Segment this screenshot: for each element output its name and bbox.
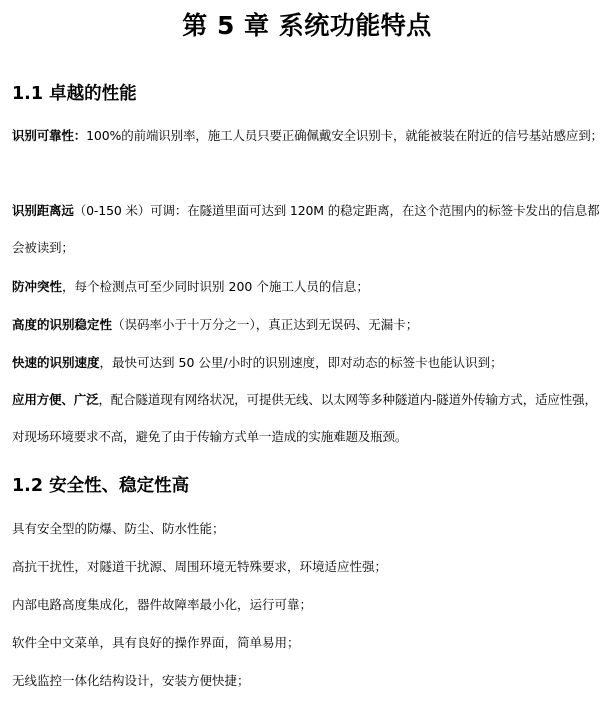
- text-recognition-stability: （误码率小于十万分之一），真正达到无误码、无漏卡；: [112, 317, 419, 332]
- section-heading-1-1: 1.1 卓越的性能: [12, 84, 137, 104]
- section-heading-1-2: 1.2 安全性、稳定性高: [12, 476, 190, 496]
- paragraph-recognition-speed: [12, 344, 608, 381]
- text-recognition-speed: ，最快可达到 50 公里/小时的识别速度，即对动态的标签卡也能认识到；: [99, 355, 503, 370]
- term-recognition-speed: 快速的识别速度: [12, 355, 100, 370]
- term-recognition-distance: 识别距离远: [12, 203, 74, 218]
- text-recognition-distance: （0-150 米）可调：在隧道里面可达到 120M 的稳定距离，在这个范围内的标签卡发出的信息都会被读到；: [12, 203, 600, 255]
- paragraph-recognition-stability: [12, 306, 608, 343]
- term-recognition-stability: 高度的识别稳定性: [12, 317, 113, 332]
- text-recognition-reliability: 100%的前端识别率，施工人员只要正确佩戴安全识别卡，就能被装在附近的信号基站感应到；: [86, 128, 603, 143]
- list-item-integrated-circuit: 内部电路高度集成化，器件故障率最小化，运行可靠；: [12, 597, 313, 612]
- paragraph-recognition-distance: [12, 192, 608, 266]
- list-item-anti-interference: 高抗干扰性，对隧道干扰源、周围环境无特殊要求，环境适应性强；: [12, 559, 388, 574]
- list-item-chinese-menu: 软件全中文菜单，具有良好的操作界面，简单易用；: [12, 635, 300, 650]
- paragraph-recognition-reliability: [12, 117, 608, 154]
- chapter-title: 第 5 章 系统功能特点: [182, 11, 432, 40]
- paragraph-anti-collision: [12, 268, 608, 305]
- list-item-protection: 具有安全型的防爆、防尘、防水性能；: [12, 521, 225, 536]
- paragraph-application-convenience: [12, 381, 608, 455]
- text-application-convenience: ，配合隧道现有网络状况，可提供无线、以太网等多种隧道内-隧道外传输方式，适应性强，对现场环境要求不高，避免了由于传输方式单一造成的实施难题及瓶颈。: [12, 392, 597, 444]
- list-item-integrated-design: 无线监控一体化结构设计，安装方便快捷；: [12, 673, 250, 688]
- term-application-convenience: 应用方便、广泛: [12, 392, 99, 407]
- term-anti-collision: 防冲突性: [12, 279, 63, 294]
- term-recognition-reliability: 识别可靠性：: [12, 128, 87, 143]
- text-anti-collision: ，每个检测点可至少同时识别 200 个施工人员的信息；: [62, 279, 369, 294]
